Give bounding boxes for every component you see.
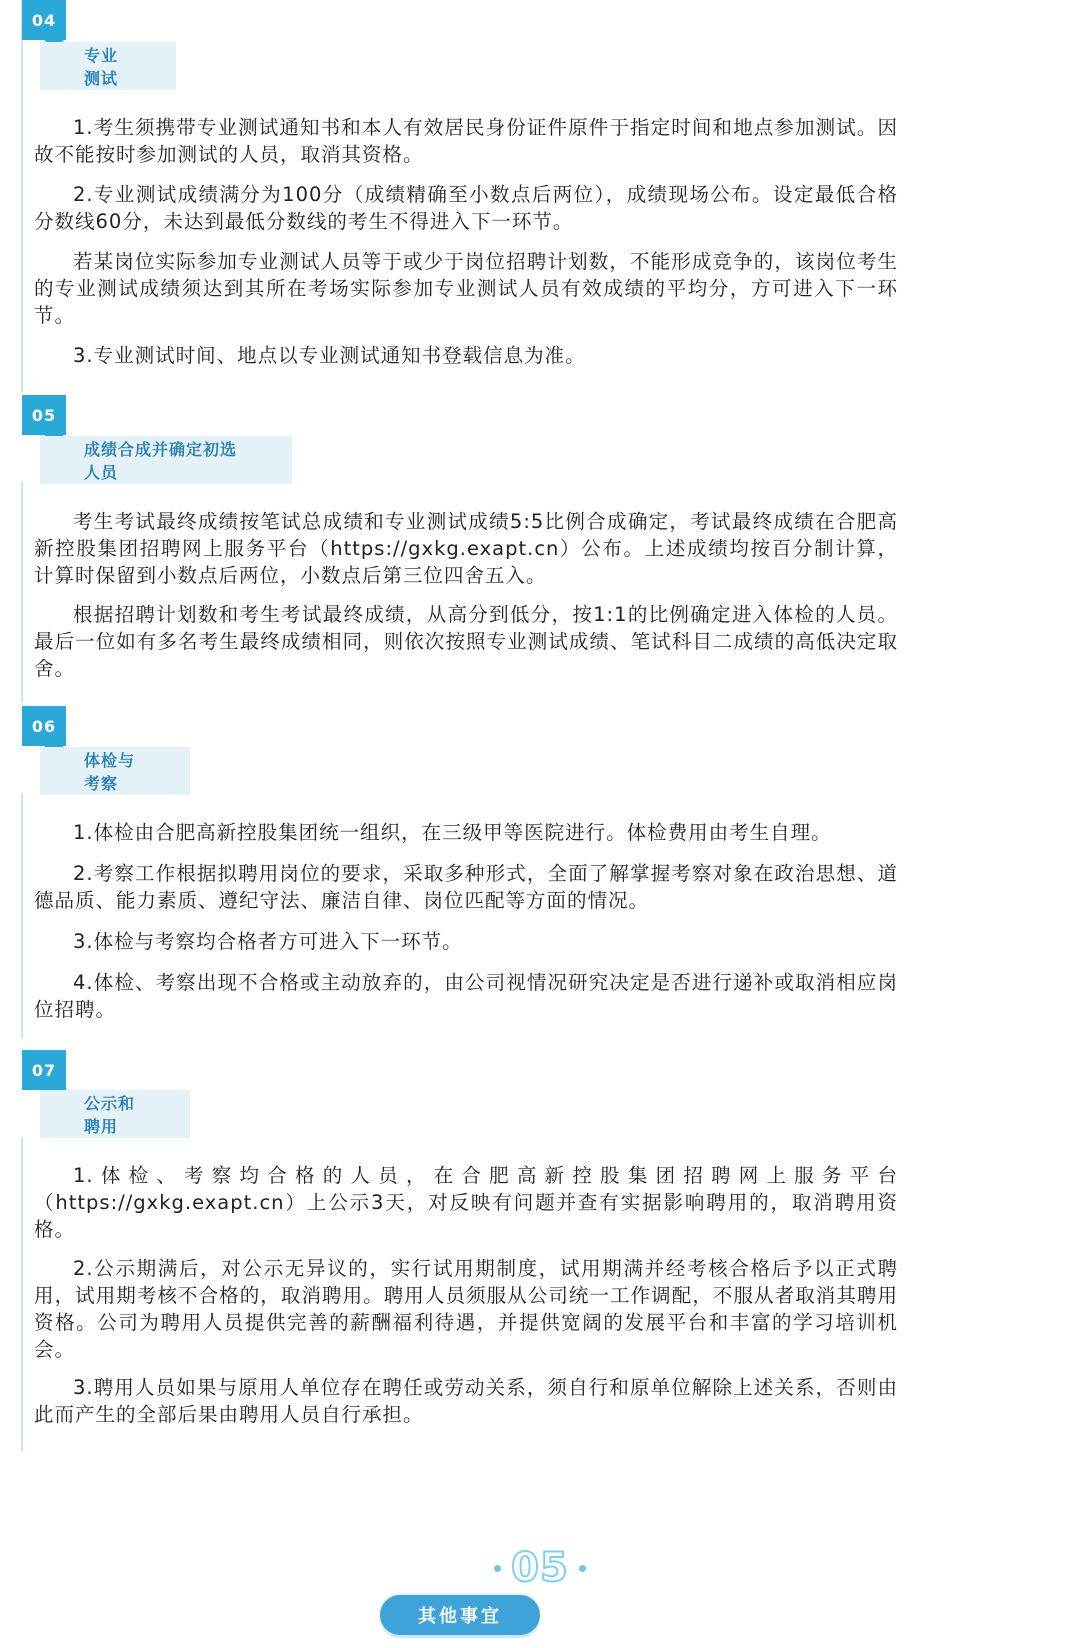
section-06-line (21, 794, 23, 1038)
section-06-para-4: 4.体检、考察出现不合格或主动放弃的，由公司视情况研究决定是否进行递补或取消相应岗位招聘。 (34, 971, 898, 1021)
section-07-line (21, 1137, 23, 1451)
section-07-para-3: 3.聘用人员如果与原用人单位存在聘任或劳动关系，须自行和原单位解除上述关系，否则由此而产生的全部后果由聘用人员自行承担。 (34, 1376, 898, 1426)
section-05-line (21, 482, 23, 702)
next-section-digits: 05 (511, 1545, 569, 1591)
section-07-number: 07 (22, 1050, 66, 1090)
section-05-title: 成绩合成并确定初选人员 (40, 436, 292, 484)
section-04-line (21, 0, 23, 392)
section-06-para-1: 1.体检由合肥高新控股集团统一组织，在三级甲等医院进行。体检费用由考生自理。 (73, 821, 832, 844)
section-05-para-1: 考生考试最终成绩按笔试总成绩和专业测试成绩5:5比例合成确定，考试最终成绩在合肥高新控股集团招聘网上服务平台（https://gxkg.exapt.cn）公布。上述成绩均按百分制计算，计算时保留到小数点后两位，小数点后第三位四舍五入。 (34, 510, 898, 587)
section-07-para-2: 2.公示期满后，对公示无异议的，实行试用期制度，试用期满并经考核合格后予以正式聘用，试用期考核不合格的，取消聘用。聘用人员须服从公司统一工作调配，不服从者取消其聘用资格。公司为聘用人员提供完善的薪酬福利待遇，并提供宽阔的发展平台和丰富的学习培训机会。 (34, 1257, 898, 1361)
section-06-title: 体检与考察 (40, 747, 190, 795)
next-section-label: 其他事宜 (380, 1595, 540, 1635)
section-04-number: 04 (22, 0, 66, 40)
section-07-para-1: 1.体检、考察均合格的人员，在合肥高新控股集团招聘网上服务平台（https://gxkg.exapt.cn）上公示3天，对反映有问题并查有实据影响聘用的，取消聘用资格。 (34, 1164, 898, 1241)
section-05-para-2: 根据招聘计划数和考生考试最终成绩，从高分到低分，按1:1的比例确定进入体检的人员。最后一位如有多名考生最终成绩相同，则依次按照专业测试成绩、笔试科目二成绩的高低决定取舍。 (34, 603, 898, 680)
section-04-para-3: 若某岗位实际参加专业测试人员等于或少于岗位招聘计划数，不能形成竞争的，该岗位考生的专业测试成绩须达到其所在考场实际参加专业测试人员有效成绩的平均分，方可进入下一环节。 (34, 250, 898, 327)
next-section-number (0, 1544, 1080, 1592)
section-04-para-2: 2.专业测试成绩满分为100分（成绩精确至小数点后两位），成绩现场公布。设定最低合格分数线60分，未达到最低分数线的考生不得进入下一环节。 (34, 183, 898, 233)
section-06-number: 06 (22, 706, 66, 746)
section-05-number: 05 (22, 395, 66, 435)
section-04-para-4: 3.专业测试时间、地点以专业测试通知书登载信息为准。 (73, 344, 586, 367)
dot-left-icon (494, 1565, 501, 1572)
dot-right-icon (579, 1565, 586, 1572)
section-06-para-3: 3.体检与考察均合格者方可进入下一环节。 (73, 930, 463, 953)
section-07-title: 公示和聘用 (40, 1090, 190, 1138)
section-04-para-1: 1.考生须携带专业测试通知书和本人有效居民身份证件原件于指定时间和地点参加测试。因故不能按时参加测试的人员，取消其资格。 (34, 116, 898, 166)
section-04-title: 专业测试 (40, 42, 176, 90)
section-06-para-2: 2.考察工作根据拟聘用岗位的要求，采取多种形式，全面了解掌握考察对象在政治思想、道德品质、能力素质、遵纪守法、廉洁自律、岗位匹配等方面的情况。 (34, 862, 898, 912)
